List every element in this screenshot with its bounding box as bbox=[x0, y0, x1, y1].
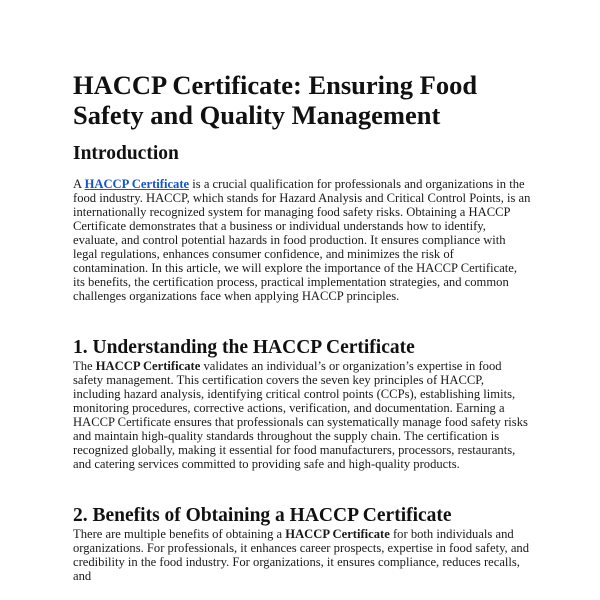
section-2-lead-text: There are multiple benefits of obtaining a bbox=[73, 527, 286, 541]
introduction-heading: Introduction bbox=[73, 143, 179, 164]
section-2-body-text: for both individuals and organizations. For professionals, it enhances career prospects, expertise in food safety, and credibility in the food industry. For organizations, it ensures compliance, reduces recalls, and bbox=[73, 527, 530, 583]
introduction-paragraph bbox=[73, 177, 531, 303]
section-2-paragraph bbox=[73, 527, 531, 583]
section-1-body-text: validates an individual’s or organization’s expertise in food safety management. This certification covers the seven key principles of HACCP, including hazard analysis, identifying critical control points (CCPs), establishing limits, monitoring procedures, corrective actions, verification, and documentation. Earning a HACCP Certificate ensures that professionals can systematically manage food safety risks and maintain high-quality standards throughout the supply chain. The certification is recognized globally, making it essential for food manufacturers, processors, restaurants, and catering services committed to providing safe and high-quality products. bbox=[73, 359, 528, 471]
document-content bbox=[73, 70, 531, 583]
section-2-bold-term: HACCP Certificate bbox=[285, 527, 390, 541]
section-1-heading: 1. Understanding the HACCP Certificate bbox=[73, 337, 415, 358]
intro-lead-text: A bbox=[73, 177, 85, 191]
intro-body-text: is a crucial qualification for professionals and organizations in the food industry. HACCP, which stands for Hazard Analysis and Critical Control Points, is an internationally recognized system for managing food safety risks. Obtaining a HACCP Certificate demonstrates that a business or individual understands how to identify, evaluate, and control potential hazards in food production. It ensures compliance with legal regulations, enhances consumer confidence, and minimizes the risk of contamination. In this article, we will explore the importance of the HACCP Certificate, its benefits, the certification process, practical implementation strategies, and common challenges organizations face when applying HACCP principles. bbox=[73, 177, 531, 303]
section-1-lead-text: The bbox=[73, 359, 96, 373]
haccp-certificate-link[interactable]: HACCP Certificate bbox=[84, 177, 190, 191]
section-2-heading: 2. Benefits of Obtaining a HACCP Certificate bbox=[73, 505, 452, 526]
section-1-paragraph bbox=[73, 359, 531, 471]
section-1-bold-term: HACCP Certificate bbox=[95, 359, 201, 373]
page-title: HACCP Certificate: Ensuring Food Safety and Quality Management bbox=[73, 70, 478, 130]
